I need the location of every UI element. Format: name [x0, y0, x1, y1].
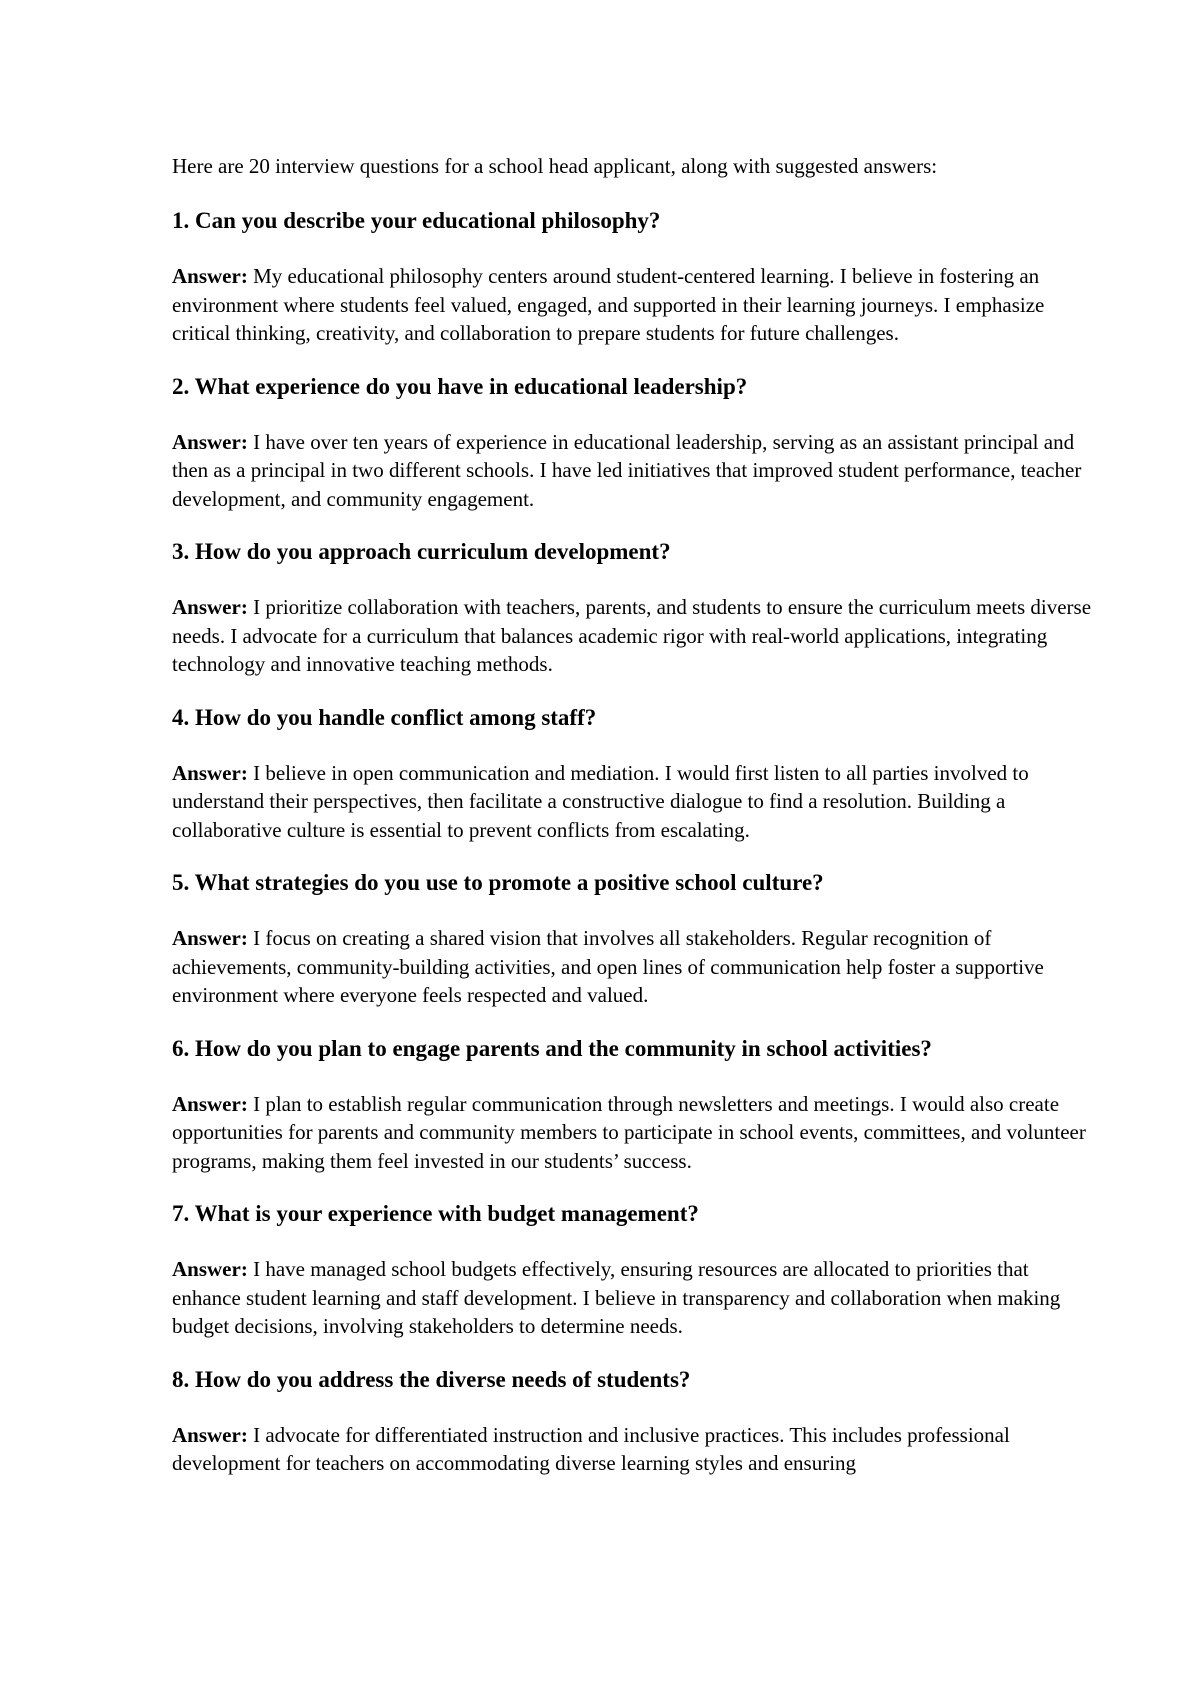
qa-item-8	[172, 1365, 1102, 1478]
answer-paragraph	[172, 1090, 1102, 1176]
answer-label: Answer:	[172, 1422, 248, 1447]
question-heading: 8. How do you address the diverse needs of students?	[172, 1366, 691, 1392]
intro-text: Here are 20 interview questions for a school head applicant, along with suggested answers:	[172, 154, 938, 178]
answer-label: Answer:	[172, 595, 248, 619]
qa-item-2	[172, 372, 1102, 514]
answer-text: I have managed school budgets effectively, ensuring resources are allocated to priorities that enhance student learning and staff development. I believe in transparency and collaboration when making budget decisions, involving stakeholders to determine needs.	[172, 1257, 1061, 1338]
question-heading: 1. Can you describe your educational philosophy?	[172, 208, 661, 233]
question-heading: 5. What strategies do you use to promote a positive school culture?	[172, 870, 824, 895]
answer-text: My educational philosophy centers around student-centered learning. I believe in fostering an environment where students feel valued, engaged, and supported in their learning journeys. I emphasize critical thinking, creativity, and collaboration to prepare students for future challenges.	[172, 264, 1045, 345]
qa-item-6	[172, 1034, 1102, 1176]
answer-label: Answer:	[172, 760, 248, 785]
answer-paragraph	[172, 593, 1102, 679]
question-heading: 7. What is your experience with budget management?	[172, 1201, 699, 1226]
qa-item-3	[172, 537, 1102, 679]
answer-text: I focus on creating a shared vision that involves all stakeholders. Regular recognition of achievements, community-building activities, and open lines of communication help foster a supportive environment where everyone feels respected and valued.	[172, 926, 1044, 1007]
answer-paragraph	[172, 924, 1102, 1010]
answer-paragraph	[172, 428, 1102, 514]
answer-text: I plan to establish regular communication through newsletters and meetings. I would also create opportunities for parents and community members to participate in school events, committees, and volunteer programs, making them feel invested in our students’ success.	[172, 1091, 1086, 1173]
answer-text: I believe in open communication and mediation. I would first listen to all parties involved to understand their perspectives, then facilitate a constructive dialogue to find a resolution. Building a collaborative culture is essential to prevent conflicts from escalating.	[172, 760, 1029, 842]
answer-label: Answer:	[172, 926, 248, 950]
answer-text: I have over ten years of experience in educational leadership, serving as an assistant principal and then as a principal in two different schools. I have led initiatives that improved student performance, teacher development, and community engagement.	[172, 429, 1082, 511]
answer-text: I advocate for differentiated instruction and inclusive practices. This includes professional development for teachers on accommodating diverse learning styles and ensuring	[172, 1422, 1010, 1475]
answer-text: I prioritize collaboration with teachers, parents, and students to ensure the curriculum meets diverse needs. I advocate for a curriculum that balances academic rigor with real-world applications, integrating technology and innovative teaching methods.	[172, 595, 1092, 676]
answer-label: Answer:	[172, 264, 248, 288]
answer-label: Answer:	[172, 1091, 248, 1116]
question-heading: 4. How do you handle conflict among staff?	[172, 704, 597, 730]
question-heading: 6. How do you plan to engage parents and the community in school activities?	[172, 1035, 932, 1061]
qa-item-4	[172, 703, 1102, 845]
document-page	[172, 152, 1102, 1502]
qa-item-1	[172, 206, 1102, 348]
qa-item-5	[172, 868, 1102, 1010]
answer-label: Answer:	[172, 429, 248, 454]
answer-paragraph	[172, 1421, 1102, 1478]
answer-paragraph	[172, 759, 1102, 845]
question-heading: 3. How do you approach curriculum development?	[172, 539, 671, 564]
qa-item-7	[172, 1199, 1102, 1341]
answer-paragraph	[172, 262, 1102, 348]
answer-paragraph	[172, 1255, 1102, 1341]
answer-label: Answer:	[172, 1257, 248, 1281]
question-heading: 2. What experience do you have in educational leadership?	[172, 373, 748, 399]
